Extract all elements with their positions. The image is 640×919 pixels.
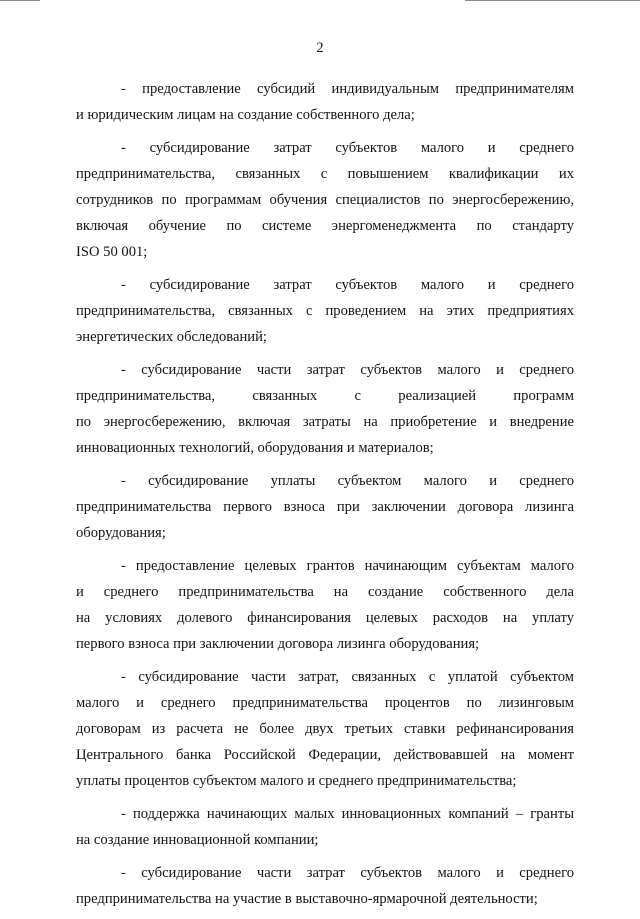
list-item bbox=[76, 76, 574, 128]
text-line: - субсидирование уплаты субъектом малого и среднего bbox=[121, 473, 574, 489]
text-line: договорам из расчета не более двух третьих ставки рефинансирования bbox=[76, 721, 574, 737]
list-item bbox=[76, 553, 574, 657]
text-line: включая обучение по системе энергоменеджмента по стандарту bbox=[76, 218, 574, 234]
text-line: первого взноса при заключении договора лизинга оборудования; bbox=[76, 636, 480, 652]
list-item bbox=[76, 135, 574, 265]
text-line: на условиях долевого финансирования целевых расходов на уплату bbox=[76, 610, 574, 626]
text-line: - субсидирование части затрат субъектов малого и среднего bbox=[121, 362, 574, 378]
text-line: на создание инновационной компании; bbox=[76, 832, 319, 848]
text-line: по энергосбережению, включая затраты на приобретение и внедрение bbox=[76, 414, 574, 430]
text-line: инновационных технологий, оборудования и материалов; bbox=[76, 440, 434, 456]
page-number: 2 bbox=[316, 40, 324, 56]
text-line: малого и среднего предпринимательства процентов по лизинговым bbox=[76, 695, 574, 711]
scan-edge-right bbox=[465, 0, 640, 1]
list-item bbox=[76, 468, 574, 546]
text-line: - предоставление целевых грантов начинающим субъектам малого bbox=[121, 558, 574, 574]
text-line: - субсидирование части затрат, связанных с уплатой субъектом bbox=[121, 669, 574, 685]
list-item bbox=[76, 664, 574, 794]
text-line: - субсидирование затрат субъектов малого и среднего bbox=[121, 277, 574, 293]
text-line: предпринимательства, связанных с повышением квалификации их bbox=[76, 166, 574, 182]
text-line: оборудования; bbox=[76, 525, 166, 541]
list-item bbox=[76, 357, 574, 461]
text-line: предпринимательства, связанных с реализацией программ bbox=[76, 388, 574, 404]
text-line: - поддержка начинающих малых инновационных компаний – гранты bbox=[121, 806, 574, 822]
text-line: - субсидирование затрат субъектов малого и среднего bbox=[121, 140, 574, 156]
text-line: Центрального банка Российской Федерации, действовавшей на момент bbox=[76, 747, 574, 763]
list-item bbox=[76, 801, 574, 853]
text-line: уплаты процентов субъектом малого и среднего предпринимательства; bbox=[76, 773, 517, 789]
text-line: сотрудников по программам обучения специалистов по энергосбережению, bbox=[76, 192, 574, 208]
text-line: и юридическим лицам на создание собственного дела; bbox=[76, 107, 415, 123]
text-line: - субсидирование части затрат субъектов малого и среднего bbox=[121, 865, 574, 881]
scan-edge-left bbox=[0, 0, 40, 1]
text-line: предпринимательства, связанных с проведением на этих предприятиях bbox=[76, 303, 574, 319]
text-line: предпринимательства на участие в выставочно-ярмарочной деятельности; bbox=[76, 891, 538, 907]
text-line: и среднего предпринимательства на создание собственного дела bbox=[76, 584, 574, 600]
text-line: предпринимательства первого взноса при заключении договора лизинга bbox=[76, 499, 574, 515]
document-body bbox=[76, 76, 574, 919]
list-item bbox=[76, 272, 574, 350]
text-line: - предоставление субсидий индивидуальным предпринимателям bbox=[121, 81, 574, 97]
list-item bbox=[76, 860, 574, 912]
text-line: энергетических обследований; bbox=[76, 329, 267, 345]
text-line: ISO 50 001; bbox=[76, 244, 148, 260]
